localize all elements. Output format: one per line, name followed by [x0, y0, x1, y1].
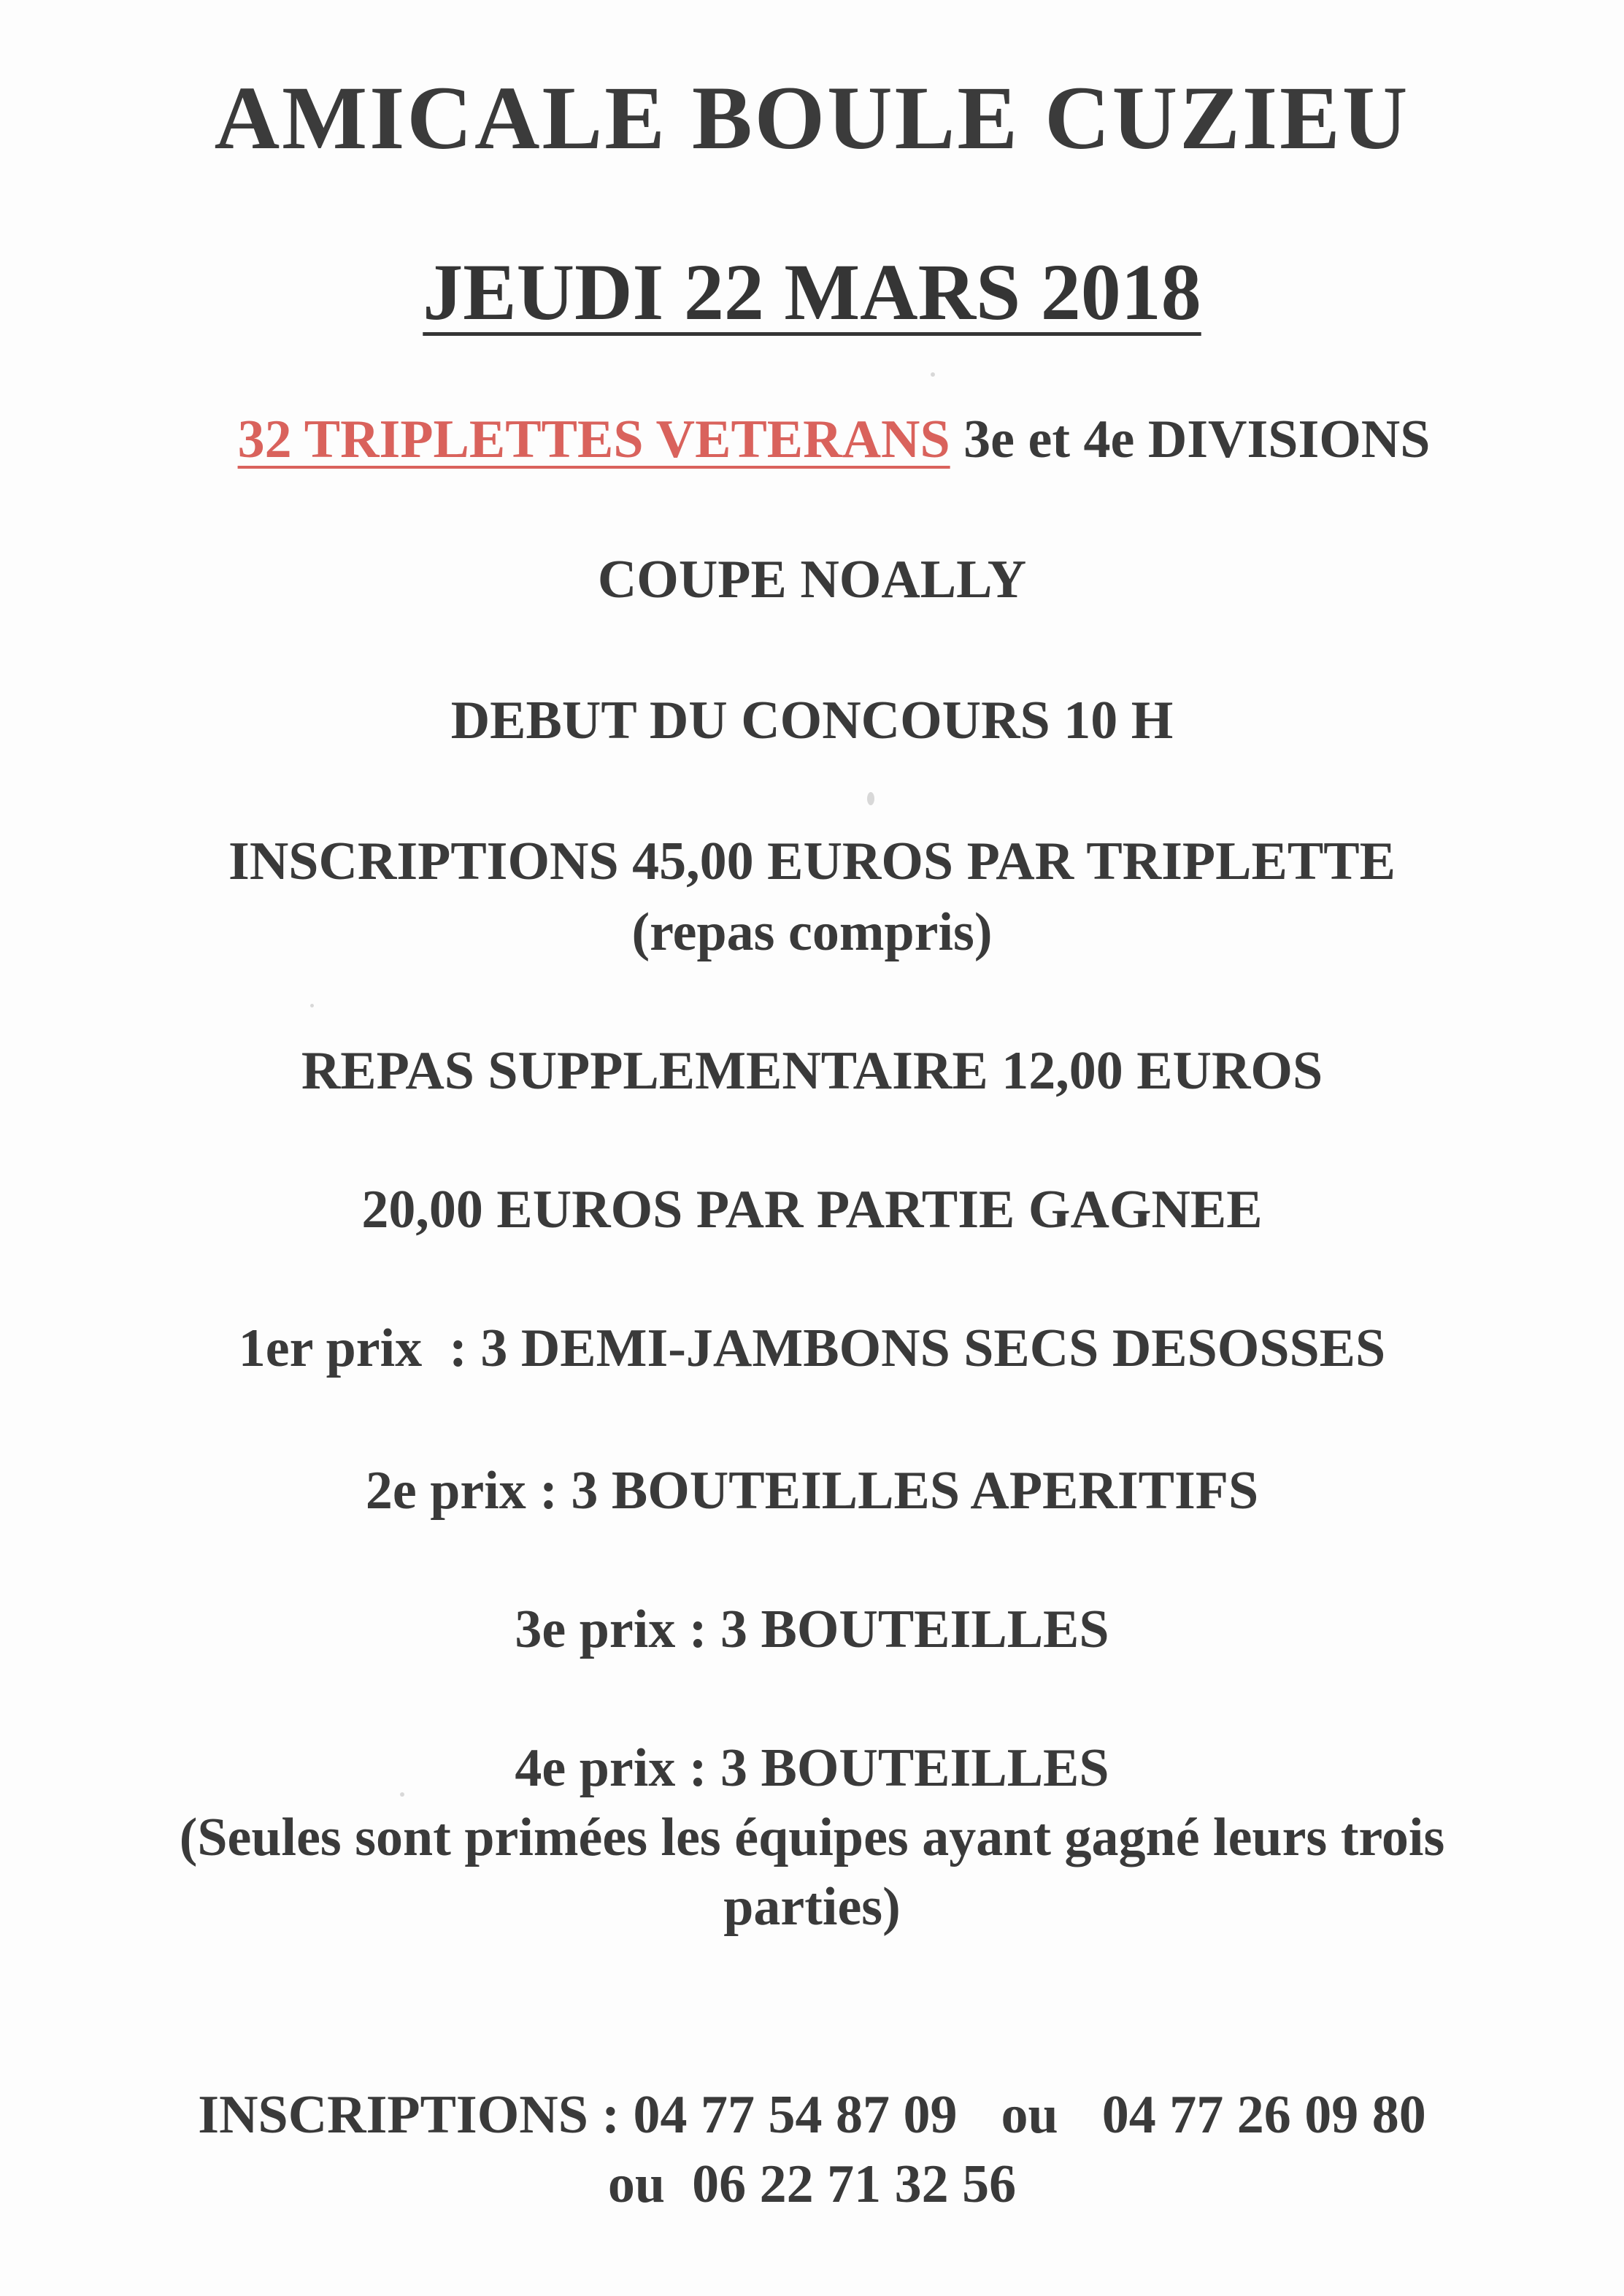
contact-label: INSCRIPTIONS : [198, 2085, 634, 2145]
per-win-prize: 20,00 EUROS PAR PARTIE GAGNEE [361, 1180, 1263, 1240]
registration-note: (repas compris) [631, 902, 993, 962]
prize-note-line1: (Seules sont primées les équipes ayant gagné leurs trois [179, 1808, 1445, 1867]
scan-speck [931, 372, 935, 377]
registration-fee: INSCRIPTIONS 45,00 EUROS PAR TRIPLETTE [228, 832, 1396, 891]
poster-title: AMICALE BOULE CUZIEU [214, 68, 1410, 168]
event-date [0, 247, 1624, 337]
contact-phone-2: 04 77 26 09 80 [1101, 2085, 1426, 2145]
scan-speck [310, 1004, 314, 1007]
contact-line [0, 2085, 1624, 2145]
category-line [22, 412, 1624, 467]
category-highlight: 32 TRIPLETTES VETERANS [237, 410, 950, 469]
contact-phone-1: 04 77 54 87 09 [633, 2085, 958, 2145]
cup-name: COUPE NOALLY [597, 550, 1027, 610]
prize-second: 2e prix : 3 BOUTEILLES APERITIFS [365, 1461, 1259, 1521]
prize-fourth: 4e prix : 3 BOUTEILLES [515, 1738, 1109, 1798]
contact-phone-3: 06 22 71 32 56 [692, 2154, 1017, 2214]
event-date-text: JEUDI 22 MARS 2018 [423, 247, 1201, 337]
scan-speck [400, 1792, 404, 1797]
start-time: DEBUT DU CONCOURS 10 H [450, 691, 1174, 750]
contact-or-2: ou [607, 2154, 666, 2214]
contact-or-1: ou [1001, 2085, 1058, 2145]
scan-speck [867, 792, 874, 805]
contact-line-2 [0, 2154, 1624, 2214]
prize-first: 1er prix : 3 DEMI-JAMBONS SECS DESOSSES [238, 1318, 1386, 1378]
extra-meal: REPAS SUPPLEMENTAIRE 12,00 EUROS [301, 1041, 1323, 1101]
prize-note-line2: parties) [723, 1877, 901, 1937]
prize-third: 3e prix : 3 BOUTEILLES [515, 1600, 1109, 1659]
category-divisions: 3e et 4e DIVISIONS [963, 410, 1431, 469]
